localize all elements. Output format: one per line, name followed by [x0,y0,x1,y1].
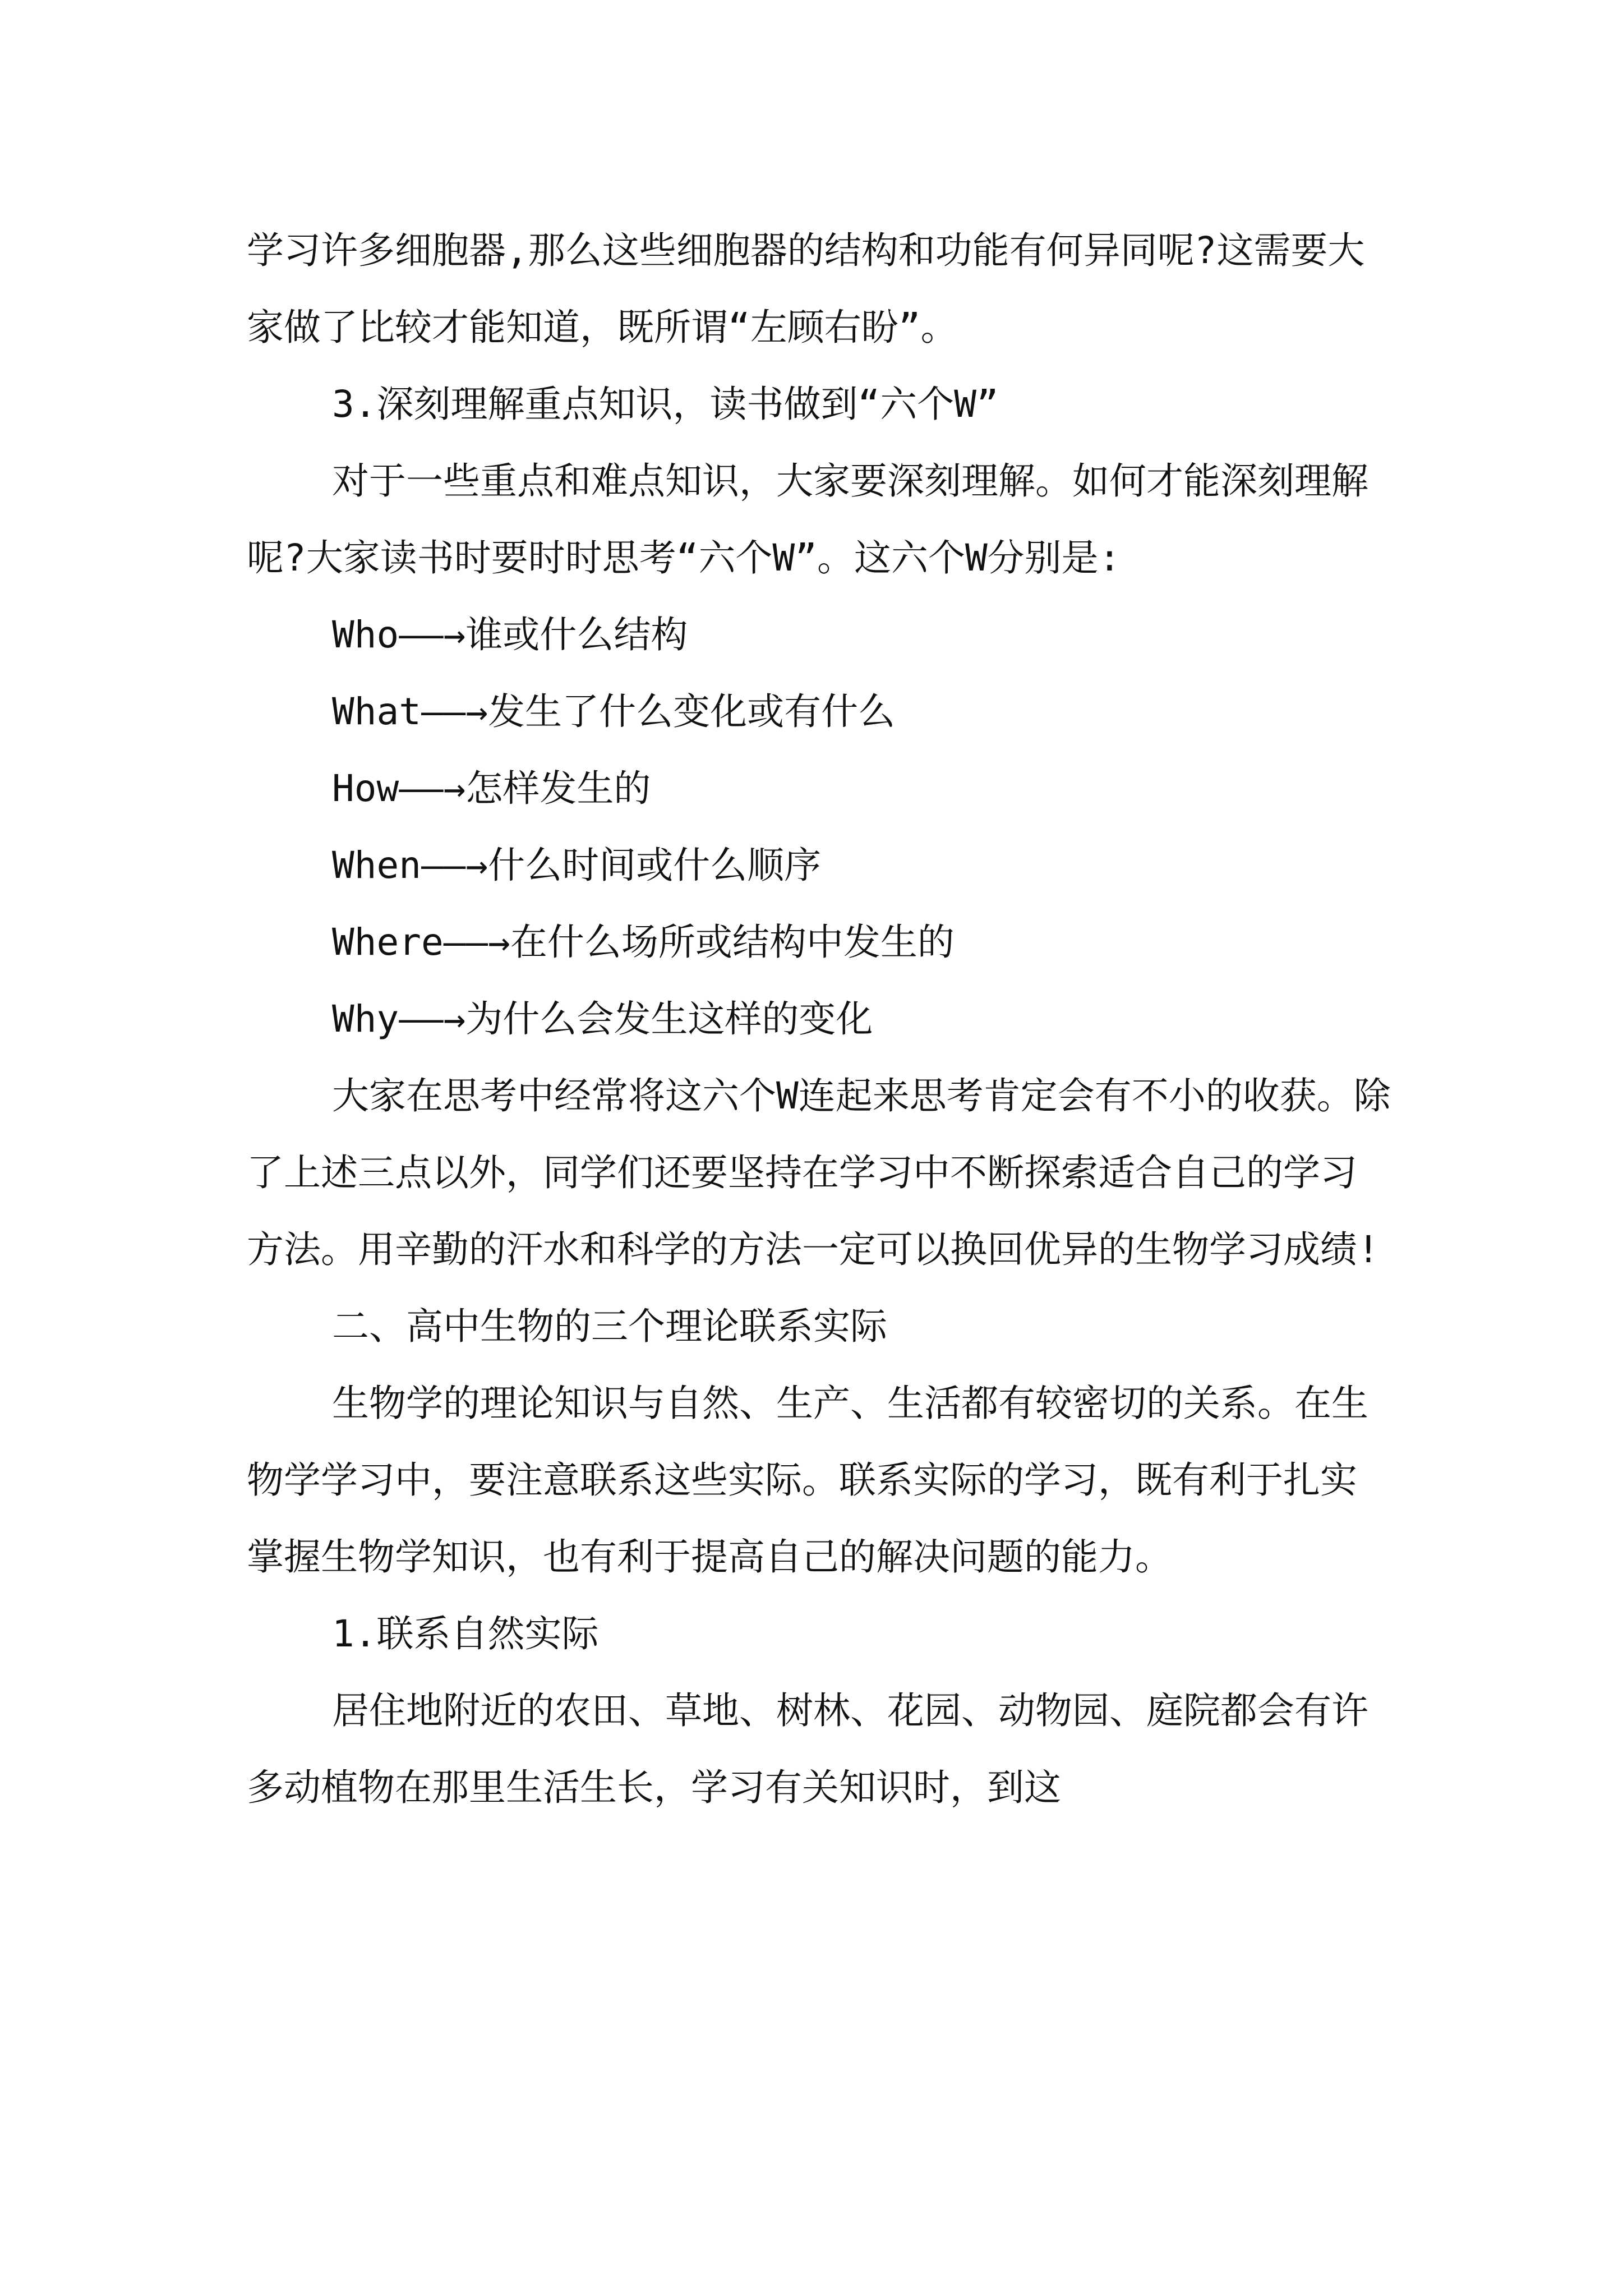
section-heading-3: 3.深刻理解重点知识，读书做到“六个W” [332,383,999,426]
paragraph-six-w-intro: 对于一些重点和难点知识，大家要深刻理解。如何才能深刻理解呢?大家读书时要时时思考“六个W”。这六个W分别是: [247,459,1368,579]
six-w-item-who: Who——→谁或什么结构 [332,613,688,656]
paragraph-continuation: 学习许多细胞器,那么这些细胞器的结构和功能有何异同呢?这需要大家做了比较才能知道，既所谓“左顾右盼”。 [247,229,1365,349]
six-w-item-what: What——→发生了什么变化或有什么 [332,690,896,733]
paragraph-nature-practice: 居住地附近的农田、草地、树林、花园、动物园、庭院都会有许多动植物在那里生活生长，学习有关知识时，到这 [247,1689,1368,1809]
document-body [247,212,1391,1826]
six-w-item-why: Why——→为什么会发生这样的变化 [332,997,873,1041]
six-w-item-where: Where——→在什么场所或结构中发生的 [332,921,955,964]
paragraph-theory-practice: 生物学的理论知识与自然、生产、生活都有较密切的关系。在生物学学习中，要注意联系这些实际。联系实际的学习，既有利于扎实掌握生物学知识，也有利于提高自己的解决问题的能力。 [247,1382,1368,1579]
six-w-item-how: How——→怎样发生的 [332,767,651,810]
six-w-item-when: When——→什么时间或什么顺序 [332,844,822,887]
section-heading-two: 二、高中生物的三个理论联系实际 [332,1305,887,1348]
subsection-heading-1: 1.联系自然实际 [332,1612,599,1655]
paragraph-six-w-summary: 大家在思考中经常将这六个W连起来思考肯定会有不小的收获。除了上述三点以外，同学们还要坚持在学习中不断探索适合自己的学习方法。用辛勤的汗水和科学的方法一定可以换回优异的生物学习成绩! [247,1074,1391,1271]
